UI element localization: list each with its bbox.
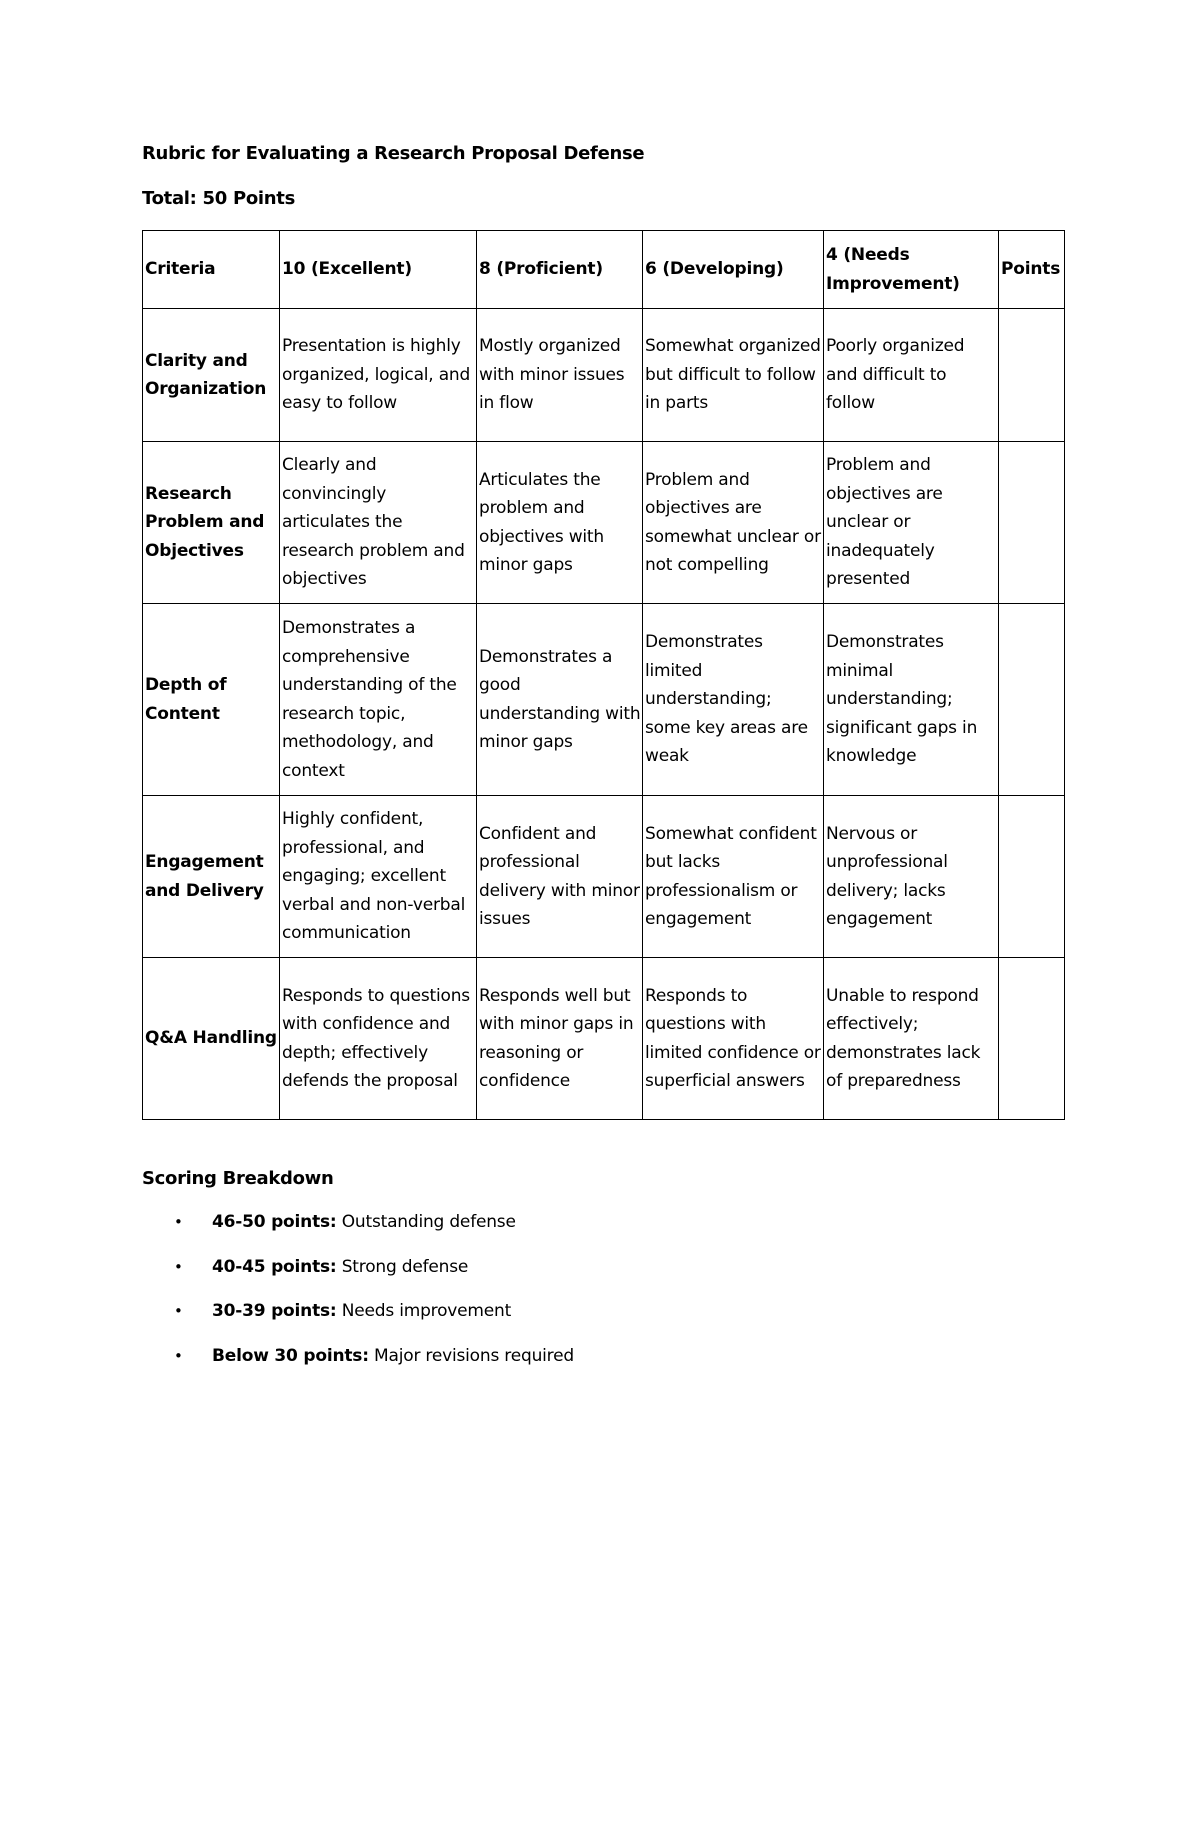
bullet-icon: •: [174, 1346, 183, 1365]
score-range: 30-39 points:: [212, 1301, 337, 1321]
scoring-breakdown-title: Scoring Breakdown: [142, 1168, 334, 1189]
needs-improvement-cell: Problem and objectives are unclear or inadequately presented: [824, 442, 999, 604]
bullet-icon: •: [174, 1302, 183, 1320]
excellent-cell: Demonstrates a comprehensive understanding of the research topic, methodology, and context: [280, 604, 477, 796]
points-cell: [999, 958, 1065, 1120]
score-range: Below 30 points:: [212, 1345, 369, 1366]
excellent-cell: Presentation is highly organized, logical, and easy to follow: [280, 309, 477, 442]
header-criteria: Criteria: [143, 231, 280, 309]
score-description: Strong defense: [336, 1256, 469, 1277]
excellent-cell: Clearly and convincingly articulates the research problem and objectives: [280, 442, 477, 604]
proficient-cell: Mostly organized with minor issues in flow: [477, 309, 643, 442]
needs-improvement-cell: Poorly organized and difficult to follow: [824, 309, 999, 442]
table-row: [143, 958, 1065, 1120]
criteria-cell: Research Problem and Objectives: [143, 442, 280, 604]
developing-cell: Demonstrates limited understanding; some key areas are weak: [643, 604, 824, 796]
needs-improvement-cell: Demonstrates minimal understanding; significant gaps in knowledge: [824, 604, 999, 796]
criteria-cell: Engagement and Delivery: [143, 796, 280, 958]
proficient-cell: Responds well but with minor gaps in reasoning or confidence: [477, 958, 643, 1120]
header-excellent: 10 (Excellent): [280, 231, 477, 309]
excellent-cell: Highly confident, professional, and engaging; excellent verbal and non-verbal communication: [280, 796, 477, 958]
header-developing: 6 (Developing): [643, 231, 824, 309]
bullet-icon: •: [174, 1257, 183, 1276]
document-title: Rubric for Evaluating a Research Proposal Defense: [142, 143, 645, 164]
needs-improvement-cell: Unable to respond effectively; demonstrates lack of preparedness: [824, 958, 999, 1120]
table-row: [143, 309, 1065, 442]
table-header-row: [143, 231, 1065, 309]
developing-cell: Somewhat organized but difficult to follow in parts: [643, 309, 824, 442]
proficient-cell: Articulates the problem and objectives with minor gaps: [477, 442, 643, 604]
table-row: [143, 442, 1065, 604]
score-description: Major revisions required: [368, 1345, 574, 1366]
criteria-cell: Q&A Handling: [143, 958, 280, 1120]
header-needs-improvement: 4 (Needs Improvement): [824, 231, 999, 309]
proficient-cell: Demonstrates a good understanding with minor gaps: [477, 604, 643, 796]
excellent-cell: Responds to questions with confidence and depth; effectively defends the proposal: [280, 958, 477, 1120]
rubric-table: [142, 230, 1065, 1120]
list-item-text: [212, 1297, 511, 1325]
score-description: Needs improvement: [336, 1301, 512, 1321]
developing-cell: Problem and objectives are somewhat unclear or not compelling: [643, 442, 824, 604]
points-cell: [999, 442, 1065, 604]
points-cell: [999, 309, 1065, 442]
header-proficient: 8 (Proficient): [477, 231, 643, 309]
table-row: [143, 604, 1065, 796]
table-row: [143, 796, 1065, 958]
points-cell: [999, 796, 1065, 958]
total-points: Total: 50 Points: [142, 188, 296, 209]
list-item-text: [212, 1253, 468, 1281]
list-item-text: [212, 1342, 574, 1370]
score-range: 46-50 points:: [212, 1212, 337, 1232]
points-cell: [999, 604, 1065, 796]
score-range: 40-45 points:: [212, 1256, 337, 1277]
criteria-cell: Depth of Content: [143, 604, 280, 796]
developing-cell: Responds to questions with limited confidence or superficial answers: [643, 958, 824, 1120]
header-points: Points: [999, 231, 1065, 309]
developing-cell: Somewhat confident but lacks professionalism or engagement: [643, 796, 824, 958]
list-item-text: [212, 1208, 516, 1236]
needs-improvement-cell: Nervous or unprofessional delivery; lacks engagement: [824, 796, 999, 958]
score-description: Outstanding defense: [336, 1212, 516, 1232]
proficient-cell: Confident and professional delivery with minor issues: [477, 796, 643, 958]
bullet-icon: •: [174, 1213, 183, 1231]
criteria-cell: Clarity and Organization: [143, 309, 280, 442]
